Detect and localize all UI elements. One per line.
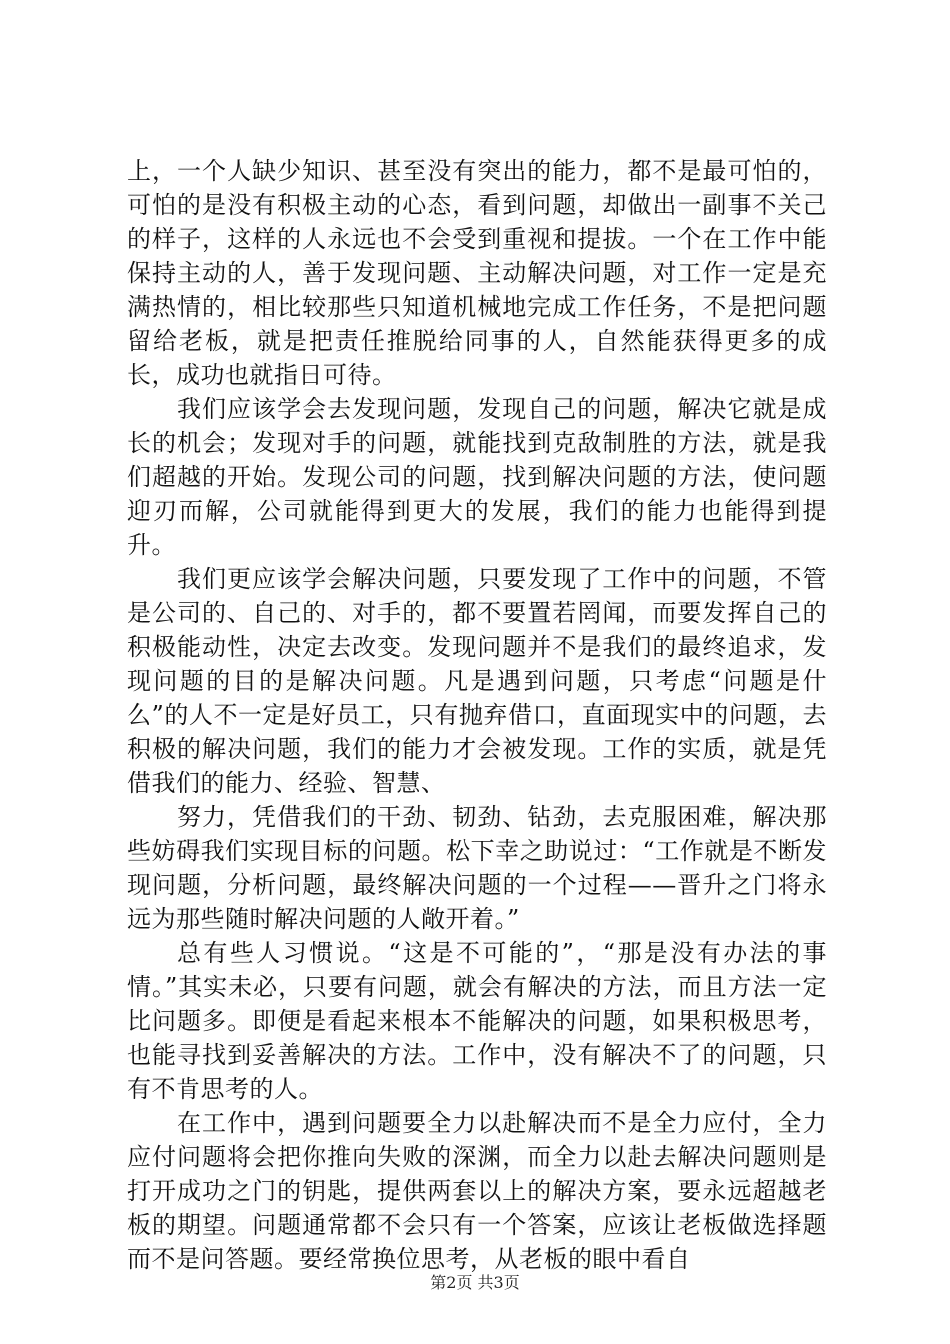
page-number-footer: 第2页 共3页 xyxy=(430,1273,520,1292)
document-body xyxy=(127,154,827,1276)
paragraph-3: 我们更应该学会解决问题，只要发现了工作中的问题，不管是公司的、自己的、对手的，都不要置若罔闻，而要发挥自己的积极能动性，决定去改变。发现问题并不是我们的最终追求，发现问题的目的是解决问题。凡是遇到问题，只考虑“问题是什么”的人不一定是好员工，只有抛弃借口，直面现实中的问题，去积极的解决问题，我们的能力才会被发现。工作的实质，就是凭借我们的能力、经验、智慧、 xyxy=(127,565,827,797)
paragraph-2: 我们应该学会去发现问题，发现自己的问题，解决它就是成长的机会；发现对手的问题，就能找到克敌制胜的方法，就是我们超越的开始。发现公司的问题，找到解决问题的方法，使问题迎刃而解，公司就能得到更大的发展，我们的能力也能得到提升。 xyxy=(127,395,827,559)
paragraph-4: 努力，凭借我们的干劲、韧劲、钻劲，去克服困难，解决那些妨碍我们实现目标的问题。松下幸之助说过：“工作就是不断发现问题，分析问题，最终解决问题的一个过程——晋升之门将永远为那些随时解决问题的人敞开着。” xyxy=(127,803,827,933)
paragraph-5: 总有些人习惯说。“这是不可能的”，“那是没有办法的事情。”其实未必，只要有问题，就会有解决的方法，而且方法一定比问题多。即便是看起来根本不能解决的问题，如果积极思考，也能寻找到妥善解决的方法。工作中，没有解决不了的问题，只有不肯思考的人。 xyxy=(127,939,827,1103)
paragraph-1: 上，一个人缺少知识、甚至没有突出的能力，都不是最可怕的，可怕的是没有积极主动的心态，看到问题，却做出一副事不关己的样子，这样的人永远也不会受到重视和提拔。一个在工作中能保持主动的人，善于发现问题、主动解决问题，对工作一定是充满热情的，相比较那些只知道机械地完成工作任务，不是把问题留给老板，就是把责任推脱给同事的人，自然能获得更多的成长，成功也就指日可待。 xyxy=(127,157,827,389)
paragraph-6: 在工作中，遇到问题要全力以赴解决而不是全力应付，全力应付问题将会把你推向失败的深渊，而全力以赴去解决问题则是打开成功之门的钥匙，提供两套以上的解决方案，要永远超越老板的期望。问题通常都不会只有一个答案，应该让老板做选择题而不是问答题。要经常换位思考，从老板的眼中看自 xyxy=(127,1109,827,1273)
